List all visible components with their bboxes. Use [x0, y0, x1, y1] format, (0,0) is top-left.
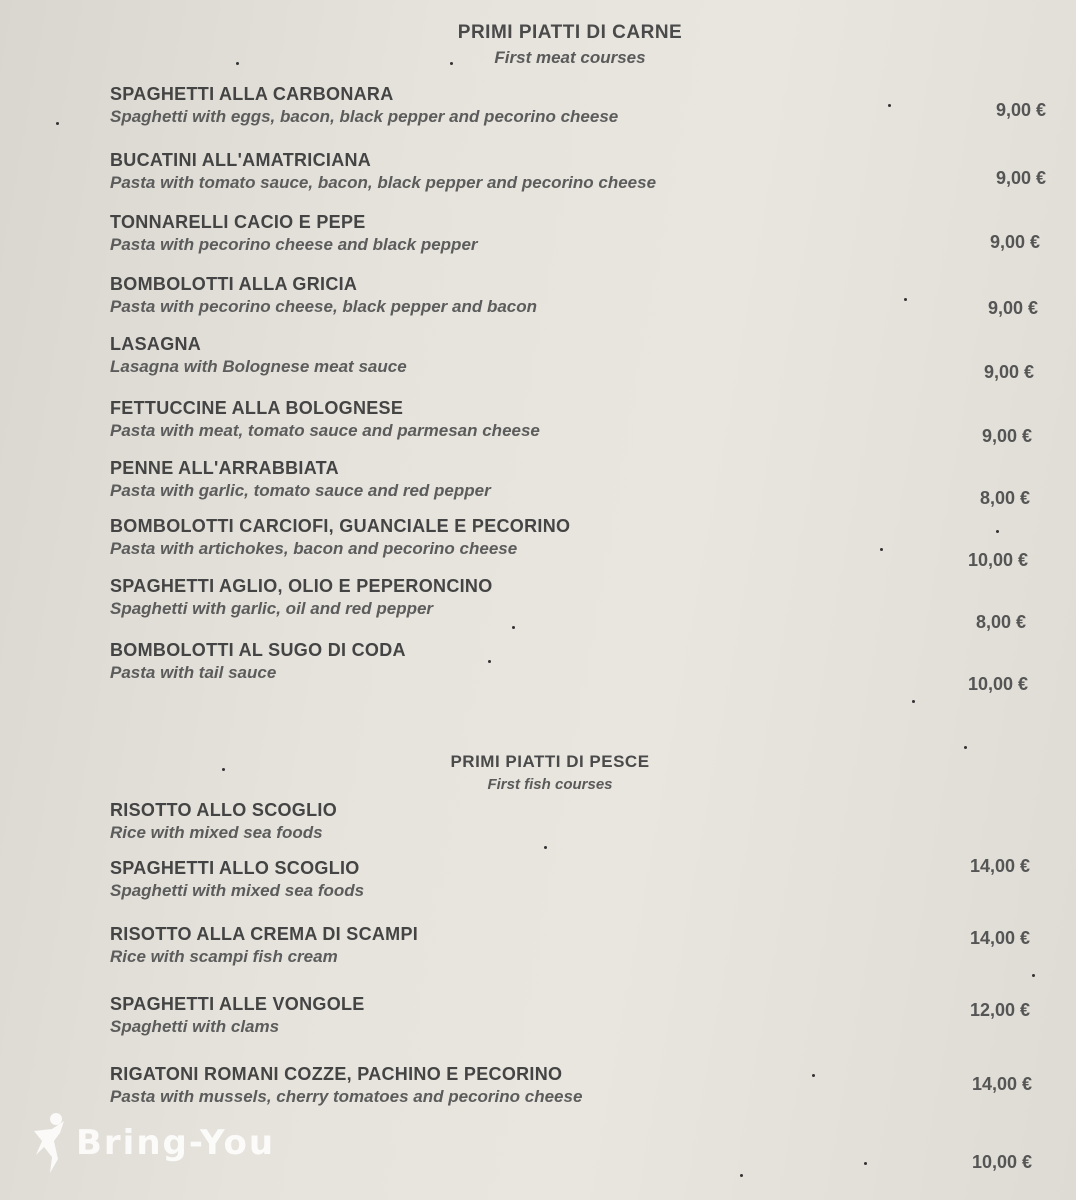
item-name: SPAGHETTI ALLA CARBONARA	[110, 84, 394, 104]
section-subtitle-carne: First meat courses	[494, 48, 646, 67]
item-price: 9,00 €	[983, 362, 1034, 382]
paper-speck	[904, 298, 907, 301]
item-price: 9,00 €	[981, 426, 1032, 446]
item-description: Pasta with tomato sauce, bacon, black pepper and pecorino cheese	[110, 173, 657, 192]
paper-speck	[964, 746, 967, 749]
item-name: PENNE ALL'ARRABBIATA	[110, 458, 339, 478]
menu-item	[110, 458, 1010, 501]
menu-item	[110, 640, 1010, 683]
item-description: Spaghetti with clams	[110, 1017, 280, 1036]
item-description: Pasta with mussels, cherry tomatoes and pecorino cheese	[110, 1087, 583, 1106]
item-name: SPAGHETTI ALLE VONGOLE	[110, 994, 365, 1014]
paper-speck	[56, 122, 59, 125]
paper-speck	[1032, 974, 1035, 977]
item-name: RIGATONI ROMANI COZZE, PACHINO E PECORINO	[110, 1064, 563, 1084]
item-price: 9,00 €	[995, 168, 1046, 188]
menu-item	[110, 516, 1010, 559]
item-name: TONNARELLI CACIO E PEPE	[110, 212, 366, 232]
paper-speck	[512, 626, 515, 629]
paper-speck	[450, 62, 453, 65]
watermark-text: Bring-You	[76, 1123, 276, 1163]
section-title-pesce: PRIMI PIATTI DI PESCE	[450, 752, 650, 771]
item-price: 12,00 €	[969, 1000, 1030, 1020]
item-price: 8,00 €	[975, 612, 1026, 632]
item-description: Rice with mixed sea foods	[110, 823, 323, 842]
item-price: 10,00 €	[967, 550, 1028, 570]
menu-item	[110, 576, 1010, 619]
menu-item	[110, 150, 1010, 193]
item-name: SPAGHETTI ALLO SCOGLIO	[110, 858, 360, 878]
menu-item	[110, 274, 1010, 317]
item-description: Pasta with pecorino cheese and black pepper	[110, 235, 478, 254]
item-description: Spaghetti with eggs, bacon, black pepper and pecorino cheese	[110, 107, 619, 126]
item-description: Lasagna with Bolognese meat sauce	[110, 357, 407, 376]
item-name: BUCATINI ALL'AMATRICIANA	[110, 150, 372, 170]
person-logo-icon	[30, 1111, 70, 1175]
item-description: Pasta with garlic, tomato sauce and red pepper	[110, 481, 491, 500]
paper-speck	[740, 1174, 743, 1177]
item-price: 9,00 €	[987, 298, 1038, 318]
section-title-carne: PRIMI PIATTI DI CARNE	[457, 22, 683, 43]
menu-item	[110, 84, 1010, 127]
menu-item	[110, 212, 1010, 255]
item-name: RISOTTO ALLA CREMA DI SCAMPI	[110, 924, 419, 944]
menu-item	[110, 858, 1010, 901]
item-price: 14,00 €	[971, 1074, 1032, 1094]
item-name: SPAGHETTI AGLIO, OLIO E PEPERONCINO	[110, 576, 493, 596]
item-price: 8,00 €	[979, 488, 1030, 508]
item-name: BOMBOLOTTI ALLA GRICIA	[110, 274, 358, 294]
menu-item	[110, 334, 1010, 377]
item-name: BOMBOLOTTI CARCIOFI, GUANCIALE E PECORINO	[110, 516, 571, 536]
paper-speck	[880, 548, 883, 551]
section-subtitle-pesce: First fish courses	[487, 776, 613, 793]
item-description: Rice with scampi fish cream	[110, 947, 338, 966]
watermark	[30, 1108, 275, 1178]
item-description: Pasta with meat, tomato sauce and parmesan cheese	[110, 421, 540, 440]
paper-speck	[996, 530, 999, 533]
item-price: 14,00 €	[969, 856, 1030, 876]
paper-speck	[222, 768, 225, 771]
item-name: RISOTTO ALLO SCOGLIO	[110, 800, 338, 820]
item-price: 9,00 €	[995, 100, 1046, 120]
item-name: FETTUCCINE ALLA BOLOGNESE	[110, 398, 404, 418]
paper-speck	[888, 104, 891, 107]
menu-item	[110, 994, 1010, 1037]
item-description: Pasta with pecorino cheese, black pepper and bacon	[110, 297, 538, 316]
menu-item	[110, 398, 1010, 441]
paper-speck	[912, 700, 915, 703]
item-price: 9,00 €	[989, 232, 1040, 252]
item-description: Spaghetti with garlic, oil and red pepper	[110, 599, 434, 618]
menu-item	[110, 800, 1010, 843]
item-name: BOMBOLOTTI AL SUGO DI CODA	[110, 640, 406, 660]
paper-speck	[236, 62, 239, 65]
paper-speck	[864, 1162, 867, 1165]
menu-item	[110, 924, 1010, 967]
item-price: 14,00 €	[969, 928, 1030, 948]
item-price: 10,00 €	[971, 1152, 1032, 1172]
item-description: Spaghetti with mixed sea foods	[110, 881, 365, 900]
item-name: LASAGNA	[110, 334, 202, 354]
menu-item	[110, 1064, 1010, 1107]
paper-speck	[812, 1074, 815, 1077]
item-description: Pasta with artichokes, bacon and pecorino cheese	[110, 539, 518, 558]
paper-speck	[488, 660, 491, 663]
item-price: 10,00 €	[967, 674, 1028, 694]
item-description: Pasta with tail sauce	[110, 663, 277, 682]
paper-speck	[544, 846, 547, 849]
